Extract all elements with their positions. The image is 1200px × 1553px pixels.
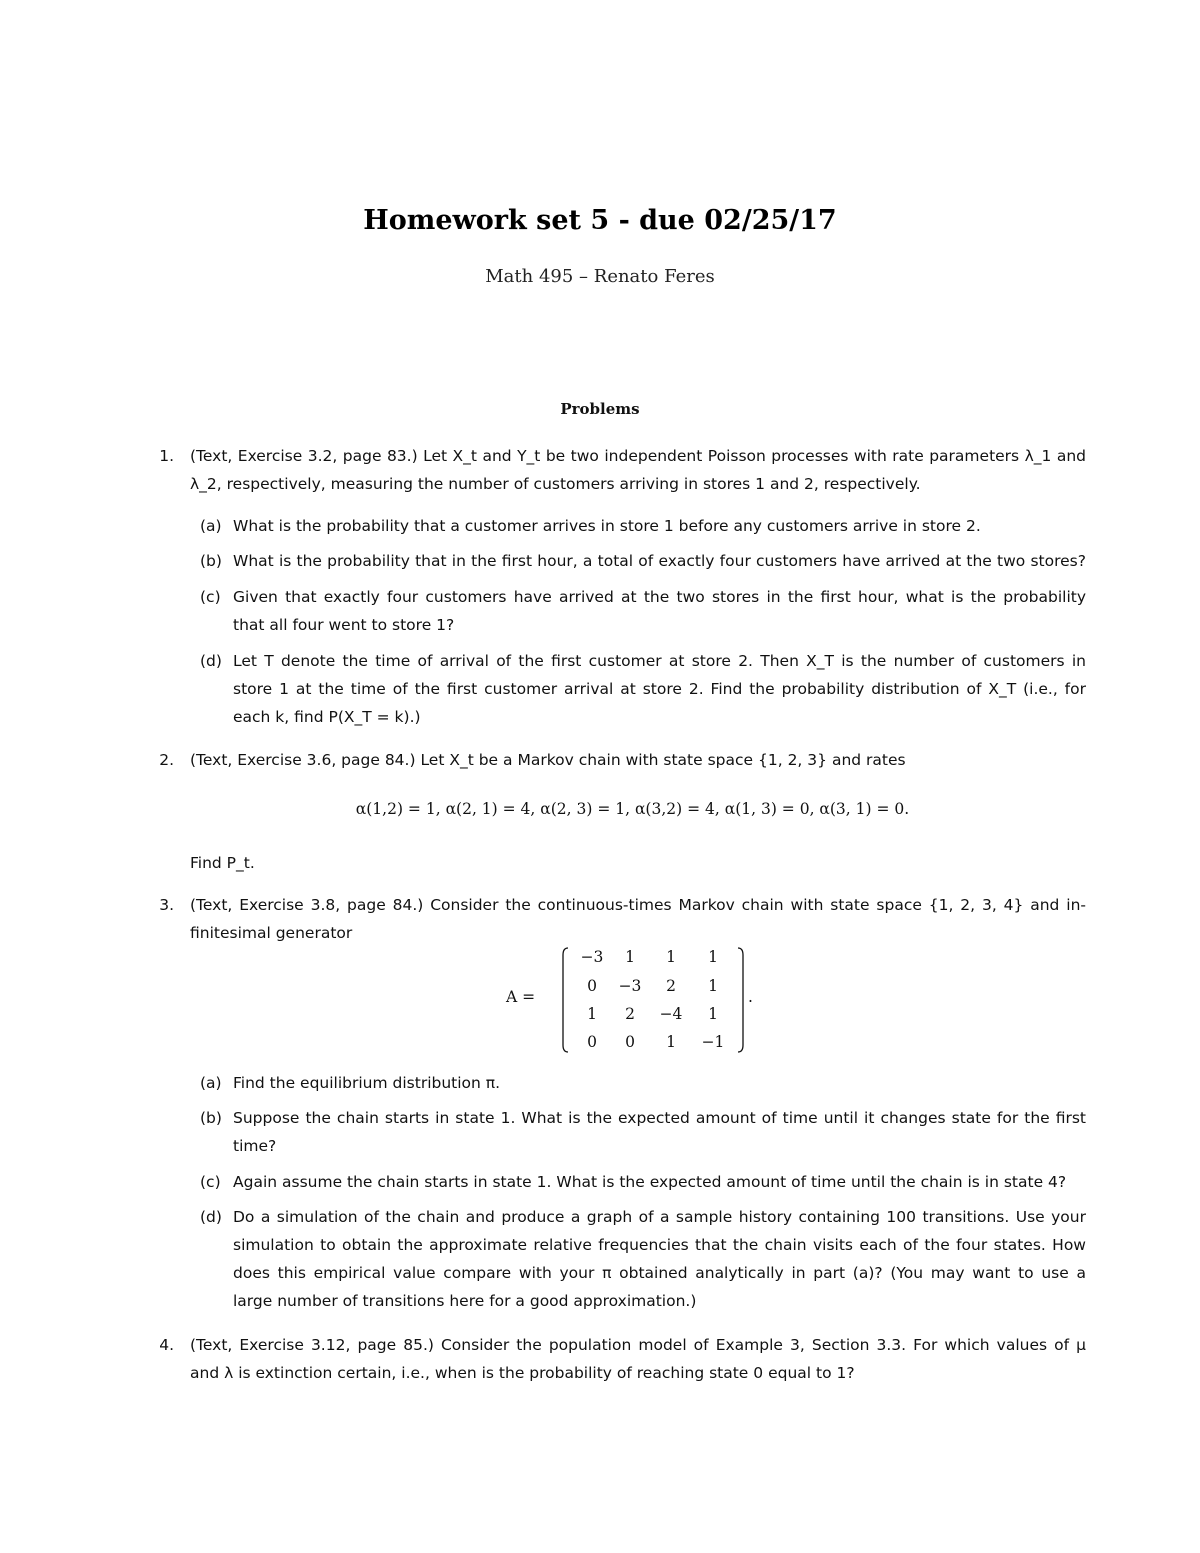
- rates-equation: α(1,2) = 1, α(2, 1) = 4, α(2, 3) = 1, α(3,2) = 4, α(1, 3) = 0, α(3, 1) = 0.: [355, 800, 910, 818]
- problem-3c-text: Again assume the chain starts in state 1. What is the expected amount of time until the chain is in state 4?: [233, 1173, 1067, 1191]
- matrix-cell: 1: [625, 948, 635, 966]
- right-bracket-icon: [736, 946, 746, 1054]
- problem-3d-line-1: Do a simulation of the chain and produce a graph of a sample history containing 100 transitions. Use your: [233, 1208, 1086, 1226]
- problem-1d-line-2: store 1 at the time of the first customer arrival at store 2. Find the probability distribution of X_T (i.e., for: [233, 680, 1086, 698]
- matrix-cell: 0: [625, 1033, 635, 1051]
- matrix-cell: 0: [587, 1033, 597, 1051]
- problem-3a-text: Find the equilibrium distribution π.: [233, 1074, 501, 1092]
- problem-1c-line-1: Given that exactly four customers have arrived at the two stores in the first hour, what is the probability: [233, 588, 1086, 606]
- problem-3d-label: (d): [200, 1208, 222, 1226]
- matrix-label: A =: [506, 988, 536, 1006]
- problem-1a-text: What is the probability that a customer arrives in store 1 before any customers arrive in store 2.: [233, 517, 981, 535]
- problem-2-number: 2.: [159, 751, 174, 769]
- problem-3-line-1: (Text, Exercise 3.8, page 84.) Consider the continuous-times Markov chain with state space {1, 2, 3, 4} and in-: [190, 896, 1086, 914]
- matrix-cell: 1: [587, 1005, 597, 1023]
- problem-3d-line-3: does this empirical value compare with your π obtained analytically in part (a)? (You may want to use a: [233, 1264, 1086, 1282]
- matrix-cell: 1: [708, 977, 718, 995]
- matrix-cell: 1: [666, 1033, 676, 1051]
- problem-1d-line-1: Let T denote the time of arrival of the first customer at store 2. Then X_T is the number of customers in: [233, 652, 1086, 670]
- problem-1a-label: (a): [200, 517, 222, 535]
- document-title: Homework set 5 - due 02/25/17: [363, 205, 837, 236]
- problem-4-line-1: (Text, Exercise 3.12, page 85.) Consider the population model of Example 3, Section 3.3. For which values of μ: [190, 1336, 1086, 1354]
- matrix-cell: 2: [625, 1005, 635, 1023]
- matrix-cell: 1: [708, 948, 718, 966]
- matrix-cell: 1: [708, 1005, 718, 1023]
- problem-2-find: Find P_t.: [190, 854, 255, 872]
- matrix-cell: −1: [701, 1033, 725, 1051]
- matrix-cell: −4: [659, 1005, 683, 1023]
- problem-1-line-1: (Text, Exercise 3.2, page 83.) Let X_t and Y_t be two independent Poisson processes with rate parameters λ_1 and: [190, 447, 1086, 465]
- problem-3d-line-4: large number of transitions here for a good approximation.): [233, 1292, 697, 1310]
- problem-1c-line-2: that all four went to store 1?: [233, 616, 455, 634]
- problem-3d-line-2: simulation to obtain the approximate relative frequencies that the chain visits each of the four states. How: [233, 1236, 1086, 1254]
- problem-1-line-2: λ_2, respectively, measuring the number of customers arriving in stores 1 and 2, respectively.: [190, 475, 921, 493]
- matrix-cell: −3: [580, 948, 604, 966]
- problem-3-line-2: finitesimal generator: [190, 924, 353, 942]
- problem-1d-label: (d): [200, 652, 222, 670]
- problem-1d-line-3: each k, find P(X_T = k).): [233, 708, 421, 726]
- problem-3-number: 3.: [159, 896, 174, 914]
- matrix-cell: −3: [618, 977, 642, 995]
- matrix-period: .: [748, 988, 753, 1006]
- problem-3b-line-2: time?: [233, 1137, 277, 1155]
- matrix-cell: 0: [587, 977, 597, 995]
- document-author: Math 495 – Renato Feres: [485, 266, 715, 287]
- problem-4-line-2: and λ is extinction certain, i.e., when is the probability of reaching state 0 equal to 1?: [190, 1364, 855, 1382]
- problem-3b-label: (b): [200, 1109, 222, 1127]
- problem-3c-label: (c): [200, 1173, 221, 1191]
- problem-2-line-1: (Text, Exercise 3.6, page 84.) Let X_t be a Markov chain with state space {1, 2, 3} and rates: [190, 751, 906, 769]
- problem-1b-text: What is the probability that in the first hour, a total of exactly four customers have arrived at the two stores?: [233, 552, 1086, 570]
- problem-1b-label: (b): [200, 552, 222, 570]
- matrix-cell: 2: [666, 977, 676, 995]
- problem-3a-label: (a): [200, 1074, 222, 1092]
- problem-1-number: 1.: [159, 447, 174, 465]
- problem-1c-label: (c): [200, 588, 221, 606]
- left-bracket-icon: [560, 946, 570, 1054]
- section-heading: Problems: [560, 400, 640, 418]
- problem-3b-line-1: Suppose the chain starts in state 1. What is the expected amount of time until it changes state for the first: [233, 1109, 1086, 1127]
- problem-4-number: 4.: [159, 1336, 174, 1354]
- matrix-cell: 1: [666, 948, 676, 966]
